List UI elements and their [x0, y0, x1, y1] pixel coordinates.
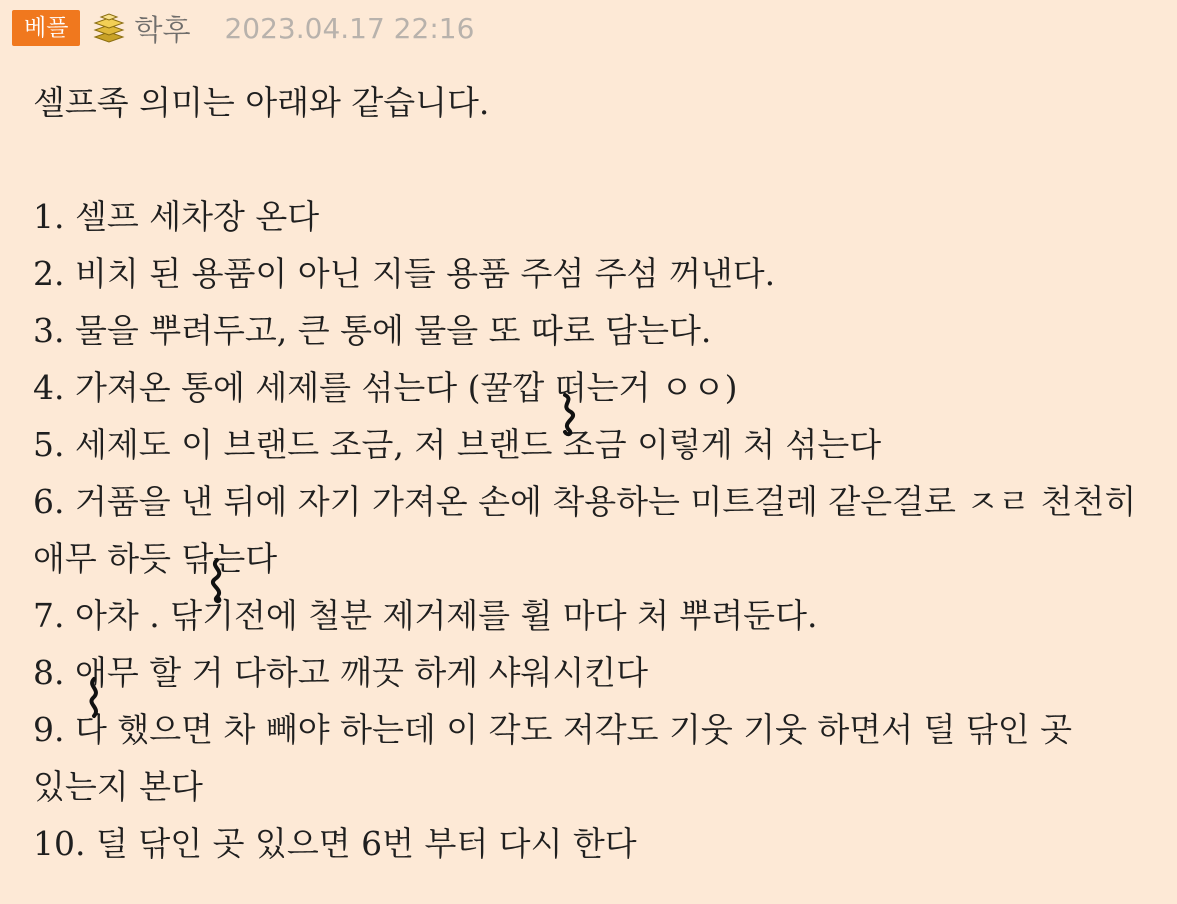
- post-datetime: 2023.04.17 22:16: [224, 11, 475, 45]
- blank-line: [33, 131, 1163, 188]
- list-item: 5. 세제도 이 브랜드 조금, 저 브랜드 조금 이렇게 처 섞는다: [33, 425, 882, 464]
- post-body: [33, 74, 1163, 872]
- post-intro: 셀프족 의미는 아래와 같습니다.: [33, 83, 490, 122]
- list-item: 8. 애무 할 거 다하고 깨끗 하게 샤워시킨다: [33, 653, 648, 692]
- post-header: [12, 8, 474, 48]
- list-item: 4. 가져온 통에 세제를 섞는다 (꿀깝 떠는거 ㅇㅇ): [33, 368, 738, 407]
- list-item: 10. 덜 닦인 곳 있으면 6번 부터 다시 한다: [33, 824, 637, 863]
- list-item: 1. 셀프 세차장 온다: [33, 197, 320, 236]
- gold-level-icon: [92, 11, 126, 45]
- best-reply-badge: 베플: [12, 10, 80, 46]
- author-nickname[interactable]: 학후: [134, 12, 191, 47]
- list-item: 9. 다 했으면 차 빼야 하는데 이 각도 저각도 기웃 기웃 하면서 덜 닦인 곳 있는지 본다: [33, 710, 1083, 806]
- list-item: 3. 물을 뿌려두고, 큰 통에 물을 또 따로 담는다.: [33, 311, 712, 350]
- list-item: 2. 비치 된 용품이 아닌 지들 용품 주섬 주섬 꺼낸다.: [33, 254, 776, 293]
- list-item: 7. 아차 . 닦기전에 철분 제거제를 휠 마다 처 뿌려둔다.: [33, 596, 818, 635]
- list-item: 6. 거품을 낸 뒤에 자기 가져온 손에 착용하는 미트걸레 같은걸로 ㅈㄹ 천천히 애무 하듯 닦는다: [33, 482, 1147, 578]
